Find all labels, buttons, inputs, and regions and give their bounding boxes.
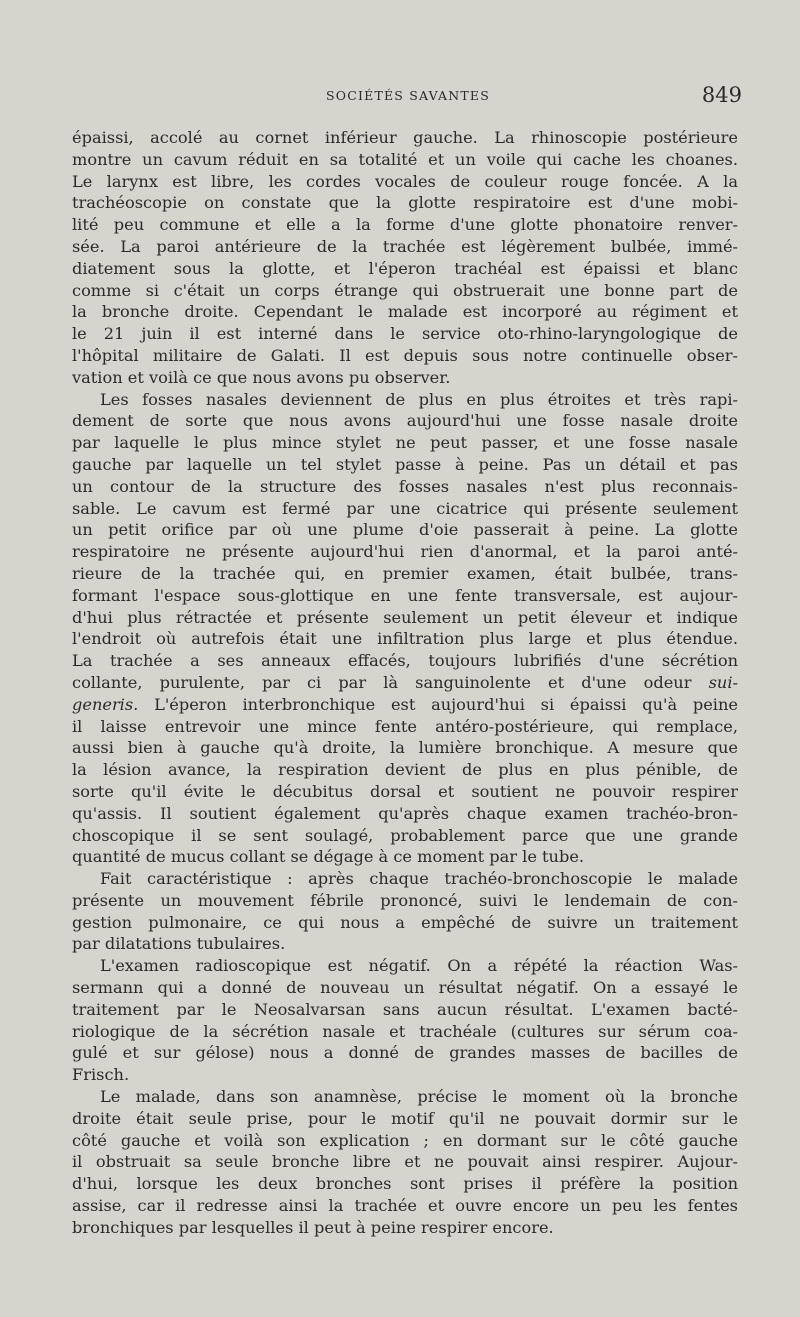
text-line: le 21 juin il est interné dans le service oto-rhino-laryngologique de (72, 324, 738, 344)
text-line: sable. Le cavum est fermé par une cicatrice qui présente seulement (72, 498, 738, 518)
text-line: Frisch. (72, 1065, 130, 1085)
text-line: sorte qu'il évite le décubitus dorsal et soutient ne pouvoir respirer (72, 781, 738, 801)
text-line: Le malade, dans son anamnèse, précise le moment où la bronche (100, 1087, 738, 1107)
text-line: assise, car il redresse ainsi la trachée et ouvre encore un peu les fentes (72, 1196, 738, 1216)
text-line: sermann qui a donné de nouveau un résultat négatif. On a essayé le (72, 978, 738, 998)
text-line: gestion pulmonaire, ce qui nous a empêché de suivre un traitement (72, 912, 738, 932)
text-line: diatement sous la glotte, et l'éperon trachéal est épaissi et blanc (72, 258, 738, 278)
text-line: l'hôpital militaire de Galati. Il est depuis sous notre continuelle obser- (72, 345, 738, 365)
body-text (72, 127, 738, 1239)
text-line: traitement par le Neosalvarsan sans aucun résultat. L'examen bacté- (72, 999, 738, 1019)
text-line: la lésion avance, la respiration devient de plus en plus pénible, de (72, 760, 738, 780)
paragraph (72, 868, 738, 955)
text-line: il laisse entrevoir une mince fente antéro-postérieure, qui remplace, (72, 716, 738, 736)
text-line: vation et voilà ce que nous avons pu observer. (72, 367, 451, 387)
text-line: riologique de la sécrétion nasale et trachéale (cultures sur sérum coa- (72, 1021, 738, 1041)
text-line: par laquelle le plus mince stylet ne peut passer, et une fosse nasale (72, 433, 738, 453)
text-line: il obstruait sa seule bronche libre et ne pouvait ainsi respirer. Aujour- (72, 1152, 738, 1172)
text-line: sée. La paroi antérieure de la trachée est légèrement bulbée, immé- (72, 236, 738, 256)
text-line: generis. L'éperon interbronchique est aujourd'hui si épaissi qu'à peine (72, 694, 738, 714)
text-line: montre un cavum réduit en sa totalité et un voile qui cache les choanes. (72, 149, 738, 169)
text-line: aussi bien à gauche qu'à droite, la lumière bronchique. A mesure que (72, 738, 738, 758)
text-line: collante, purulente, par ci par là sanguinolente et d'une odeur sui- (72, 672, 738, 692)
text-line: choscopique il se sent soulagé, probablement parce que une grande (72, 825, 738, 845)
text-line: gulé et sur gélose) nous a donné de grandes masses de bacilles de (72, 1043, 738, 1063)
text-line: dement de sorte que nous avons aujourd'hui une fosse nasale droite (72, 411, 738, 431)
text-line: l'endroit où autrefois était une infiltration plus large et plus étendue. (72, 629, 738, 649)
running-title: SOCIÉTÉS SAVANTES (326, 88, 490, 103)
running-head (78, 83, 742, 110)
text-line: épaissi, accolé au cornet inférieur gauche. La rhinoscopie postérieure (72, 128, 738, 147)
text-line: Le larynx est libre, les cordes vocales de couleur rouge foncée. A la (72, 171, 738, 191)
text-line: lité peu commune et elle a la forme d'une glotte phonatoire renver- (72, 215, 738, 235)
text-line: comme si c'était un corps étrange qui obstruerait une bonne part de (72, 280, 738, 300)
page-number: 849 (701, 83, 742, 107)
text-line: d'hui, lorsque les deux bronches sont prises il préfère la position (72, 1174, 738, 1194)
text-line: gauche par laquelle un tel stylet passe à peine. Pas un détail et pas (72, 454, 738, 474)
text-line: présente un mouvement fébrile prononcé, suivi le lendemain de con- (72, 890, 738, 910)
paragraph (72, 955, 738, 1086)
text-line: un contour de la structure des fosses nasales n'est plus reconnais- (72, 476, 738, 496)
text-line: bronchiques par lesquelles il peut à peine respirer encore. (72, 1217, 554, 1237)
paragraph (72, 127, 738, 389)
text-line: rieure de la trachée qui, en premier examen, était bulbée, trans- (72, 563, 738, 583)
text-line: côté gauche et voilà son explication ; en dormant sur le côté gauche (72, 1130, 738, 1150)
text-line: qu'assis. Il soutient également qu'après chaque examen trachéo-bron- (72, 803, 738, 823)
text-line: par dilatations tubulaires. (72, 934, 286, 954)
text-line: respiratoire ne présente aujourd'hui rien d'anormal, et la paroi anté- (72, 542, 738, 562)
text-line: quantité de mucus collant se dégage à ce moment par le tube. (72, 847, 585, 867)
paragraph (72, 389, 738, 869)
text-line: La trachée a ses anneaux effacés, toujours lubrifiés d'une sécrétion (72, 651, 738, 671)
text-line: Les fosses nasales deviennent de plus en plus étroites et très rapi- (100, 389, 738, 409)
text-line: un petit orifice par où une plume d'oie passerait à peine. La glotte (72, 520, 738, 540)
text-line: Fait caractéristique : après chaque trachéo-bronchoscopie le malade (100, 869, 738, 889)
text-line: formant l'espace sous-glottique en une fente transversale, est aujour- (72, 585, 738, 605)
text-line: L'examen radioscopique est négatif. On a répété la réaction Was- (100, 956, 738, 976)
text-line: trachéoscopie on constate que la glotte respiratoire est d'une mobi- (72, 193, 738, 213)
paragraph (72, 1086, 738, 1239)
text-line: droite était seule prise, pour le motif qu'il ne pouvait dormir sur le (72, 1108, 738, 1128)
text-line: d'hui plus rétractée et présente seulement un petit éleveur et indique (72, 607, 738, 627)
text-line: la bronche droite. Cependant le malade est incorporé au régiment et (72, 302, 738, 322)
